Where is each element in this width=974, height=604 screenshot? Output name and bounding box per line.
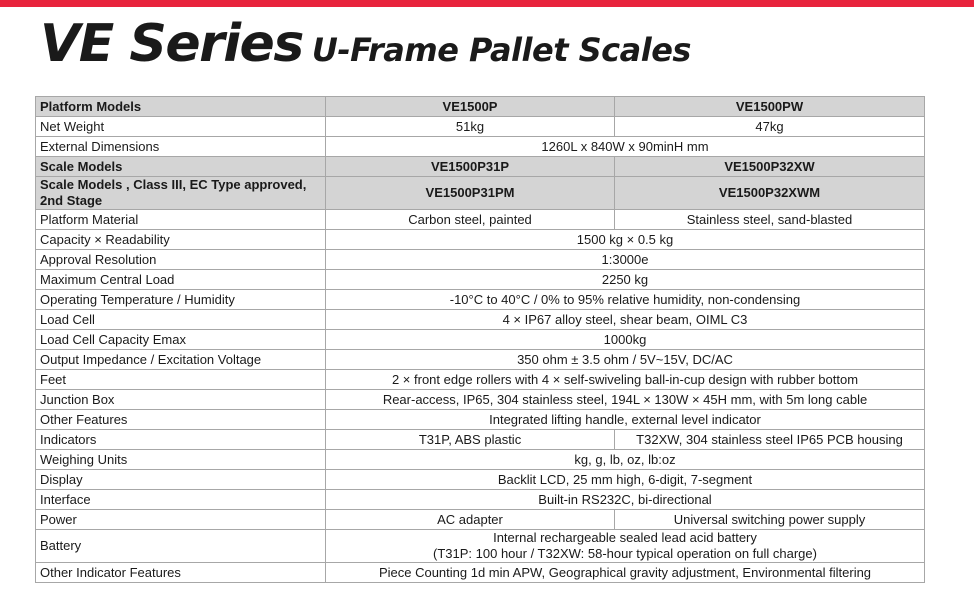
row-label: Platform Material [36, 210, 326, 230]
table-row [36, 350, 925, 370]
page-title [40, 14, 691, 74]
cell-value: 1000kg [326, 330, 925, 350]
cell-value: Stainless steel, sand-blasted [615, 210, 925, 230]
row-label: Interface [36, 490, 326, 510]
cell-value: T31P, ABS plastic [326, 430, 615, 450]
table-row [36, 410, 925, 430]
cell-value: VE1500P31PM [326, 177, 615, 210]
cell-value: VE1500P32XW [615, 157, 925, 177]
table-row [36, 530, 925, 563]
title-main: VE Series [40, 14, 303, 74]
cell-value: 47kg [615, 117, 925, 137]
table-row [36, 430, 925, 450]
table-row [36, 97, 925, 117]
cell-value: T32XW, 304 stainless steel IP65 PCB housing [615, 430, 925, 450]
row-label: Junction Box [36, 390, 326, 410]
row-label: Platform Models [36, 97, 326, 117]
cell-value [326, 530, 925, 563]
cell-value: 51kg [326, 117, 615, 137]
cell-value: 4 × IP67 alloy steel, shear beam, OIML C3 [326, 310, 925, 330]
row-label: Other Indicator Features [36, 563, 326, 583]
row-label: Load Cell [36, 310, 326, 330]
table-row [36, 510, 925, 530]
cell-value: Rear-access, IP65, 304 stainless steel, 194L × 130W × 45H mm, with 5m long cable [326, 390, 925, 410]
row-label: Battery [36, 530, 326, 563]
title-sub: U-Frame Pallet Scales [311, 31, 691, 69]
cell-value: Built-in RS232C, bi-directional [326, 490, 925, 510]
table-row [36, 470, 925, 490]
row-label: Weighing Units [36, 450, 326, 470]
cell-value: AC adapter [326, 510, 615, 530]
row-label: Net Weight [36, 117, 326, 137]
row-label: Load Cell Capacity Emax [36, 330, 326, 350]
row-label: Other Features [36, 410, 326, 430]
row-label: Approval Resolution [36, 250, 326, 270]
row-label-line: 2nd Stage [40, 193, 103, 208]
row-label: External Dimensions [36, 137, 326, 157]
cell-value: Integrated lifting handle, external level indicator [326, 410, 925, 430]
accent-bar [0, 0, 974, 7]
table-row [36, 117, 925, 137]
cell-value: Universal switching power supply [615, 510, 925, 530]
row-label: Scale Models [36, 157, 326, 177]
cell-value: VE1500PW [615, 97, 925, 117]
table-row [36, 310, 925, 330]
row-label: Display [36, 470, 326, 490]
cell-value: 1500 kg × 0.5 kg [326, 230, 925, 250]
cell-value: kg, g, lb, oz, lb:oz [326, 450, 925, 470]
spec-table [35, 96, 925, 583]
table-row [36, 157, 925, 177]
cell-value: Piece Counting 1d min APW, Geographical gravity adjustment, Environmental filtering [326, 563, 925, 583]
row-label-line: Scale Models , Class III, EC Type approved, [40, 177, 307, 192]
table-row [36, 137, 925, 157]
cell-value: -10°C to 40°C / 0% to 95% relative humidity, non-condensing [326, 290, 925, 310]
cell-value: 2250 kg [326, 270, 925, 290]
row-label: Capacity × Readability [36, 230, 326, 250]
table-row [36, 177, 925, 210]
row-label: Power [36, 510, 326, 530]
table-row [36, 210, 925, 230]
row-label: Operating Temperature / Humidity [36, 290, 326, 310]
table-row [36, 330, 925, 350]
cell-value: VE1500P32XWM [615, 177, 925, 210]
table-row [36, 230, 925, 250]
cell-value: 1:3000e [326, 250, 925, 270]
row-label: Feet [36, 370, 326, 390]
row-label: Output Impedance / Excitation Voltage [36, 350, 326, 370]
table-row [36, 270, 925, 290]
table-row [36, 290, 925, 310]
table-row [36, 490, 925, 510]
table-row [36, 250, 925, 270]
cell-value: VE1500P [326, 97, 615, 117]
cell-value: 1260L x 840W x 90minH mm [326, 137, 925, 157]
table-row [36, 390, 925, 410]
table-row [36, 563, 925, 583]
cell-value: Backlit LCD, 25 mm high, 6-digit, 7-segment [326, 470, 925, 490]
table-row [36, 450, 925, 470]
row-label: Maximum Central Load [36, 270, 326, 290]
cell-value: VE1500P31P [326, 157, 615, 177]
row-label: Indicators [36, 430, 326, 450]
cell-value: Carbon steel, painted [326, 210, 615, 230]
cell-value: 350 ohm ± 3.5 ohm / 5V~15V, DC/AC [326, 350, 925, 370]
table-row [36, 370, 925, 390]
cell-line: (T31P: 100 hour / T32XW: 58-hour typical operation on full charge) [433, 546, 817, 561]
row-label [36, 177, 326, 210]
cell-line: Internal rechargeable sealed lead acid battery [493, 530, 757, 545]
cell-value: 2 × front edge rollers with 4 × self-swiveling ball-in-cup design with rubber bottom [326, 370, 925, 390]
